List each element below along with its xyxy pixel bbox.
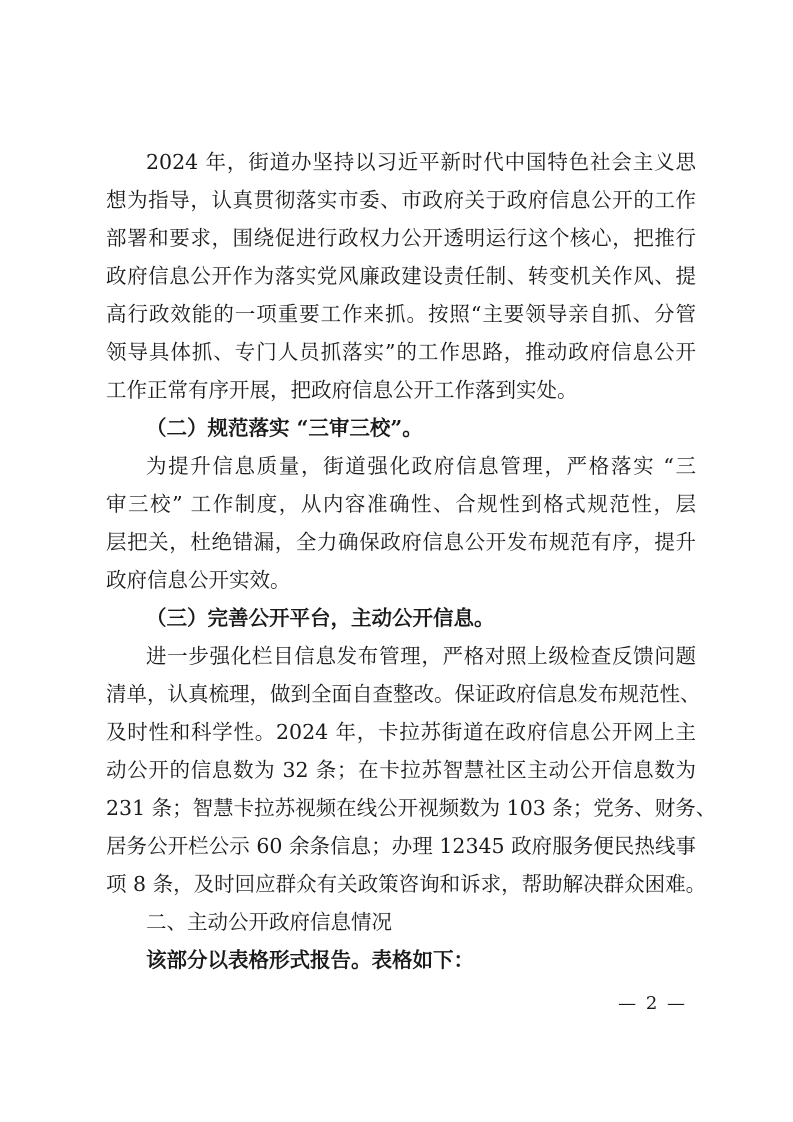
para3-line-5: 231 条；智慧卡拉苏视频在线公开视频数为 103 条；党务、财务、 xyxy=(106,796,717,820)
section-heading-2: （二）规范落实 “三审三校”。 xyxy=(146,416,423,440)
para2-line-4: 政府信息公开实效。 xyxy=(106,568,291,592)
para3-line-3: 及时性和科学性。2024 年，卡拉苏街道在政府信息公开网上主 xyxy=(106,720,696,744)
para1-line-2: 想为指导，认真贯彻落实市委、市政府关于政府信息公开的工作 xyxy=(106,188,696,212)
para3-line-2: 清单，认真梳理，做到全面自查整改。保证政府信息发布规范性、 xyxy=(106,682,701,706)
para1-line-4: 政府信息公开作为落实党风廉政建设责任制、转变机关作风、提 xyxy=(106,264,696,288)
para3-line-4: 动公开的信息数为 32 条；在卡拉苏智慧社区主动公开信息数为 xyxy=(106,758,696,782)
para2-line-1: 为提升信息质量，街道强化政府信息管理，严格落实 “三 xyxy=(146,454,696,478)
para3-line-1: 进一步强化栏目信息发布管理，严格对照上级检查反馈问题 xyxy=(146,644,696,668)
section-heading-3: （三）完善公开平台，主动公开信息。 xyxy=(146,606,495,630)
para3-line-6: 居务公开栏公示 60 余条信息；办理 12345 政府服务便民热线事 xyxy=(106,834,696,858)
section-note: 该部分以表格形式报告。表格如下： xyxy=(146,948,474,972)
page-number: — 2 — xyxy=(618,993,687,1014)
para1-line-1: 2024 年，街道办坚持以习近平新时代中国特色社会主义思 xyxy=(146,150,696,174)
para1-line-5: 高行政效能的一项重要工作来抓。按照“主要领导亲自抓、分管 xyxy=(106,302,696,326)
para2-line-2: 审三校” 工作制度，从内容准确性、合规性到格式规范性，层 xyxy=(106,492,696,516)
para1-line-7: 工作正常有序开展，把政府信息公开工作落到实处。 xyxy=(106,378,578,402)
para2-line-3: 层把关，杜绝错漏，全力确保政府信息公开发布规范有序，提升 xyxy=(106,530,696,554)
para1-line-3: 部署和要求，围绕促进行政权力公开透明运行这个核心，把推行 xyxy=(106,226,696,250)
para1-line-6: 领导具体抓、专门人员抓落实”的工作思路，推动政府信息公开 xyxy=(106,340,696,364)
section-title-2: 二、主动公开政府信息情况 xyxy=(146,910,392,934)
para3-line-7: 项 8 条，及时回应群众有关政策咨询和诉求，帮助解决群众困难。 xyxy=(106,872,707,896)
